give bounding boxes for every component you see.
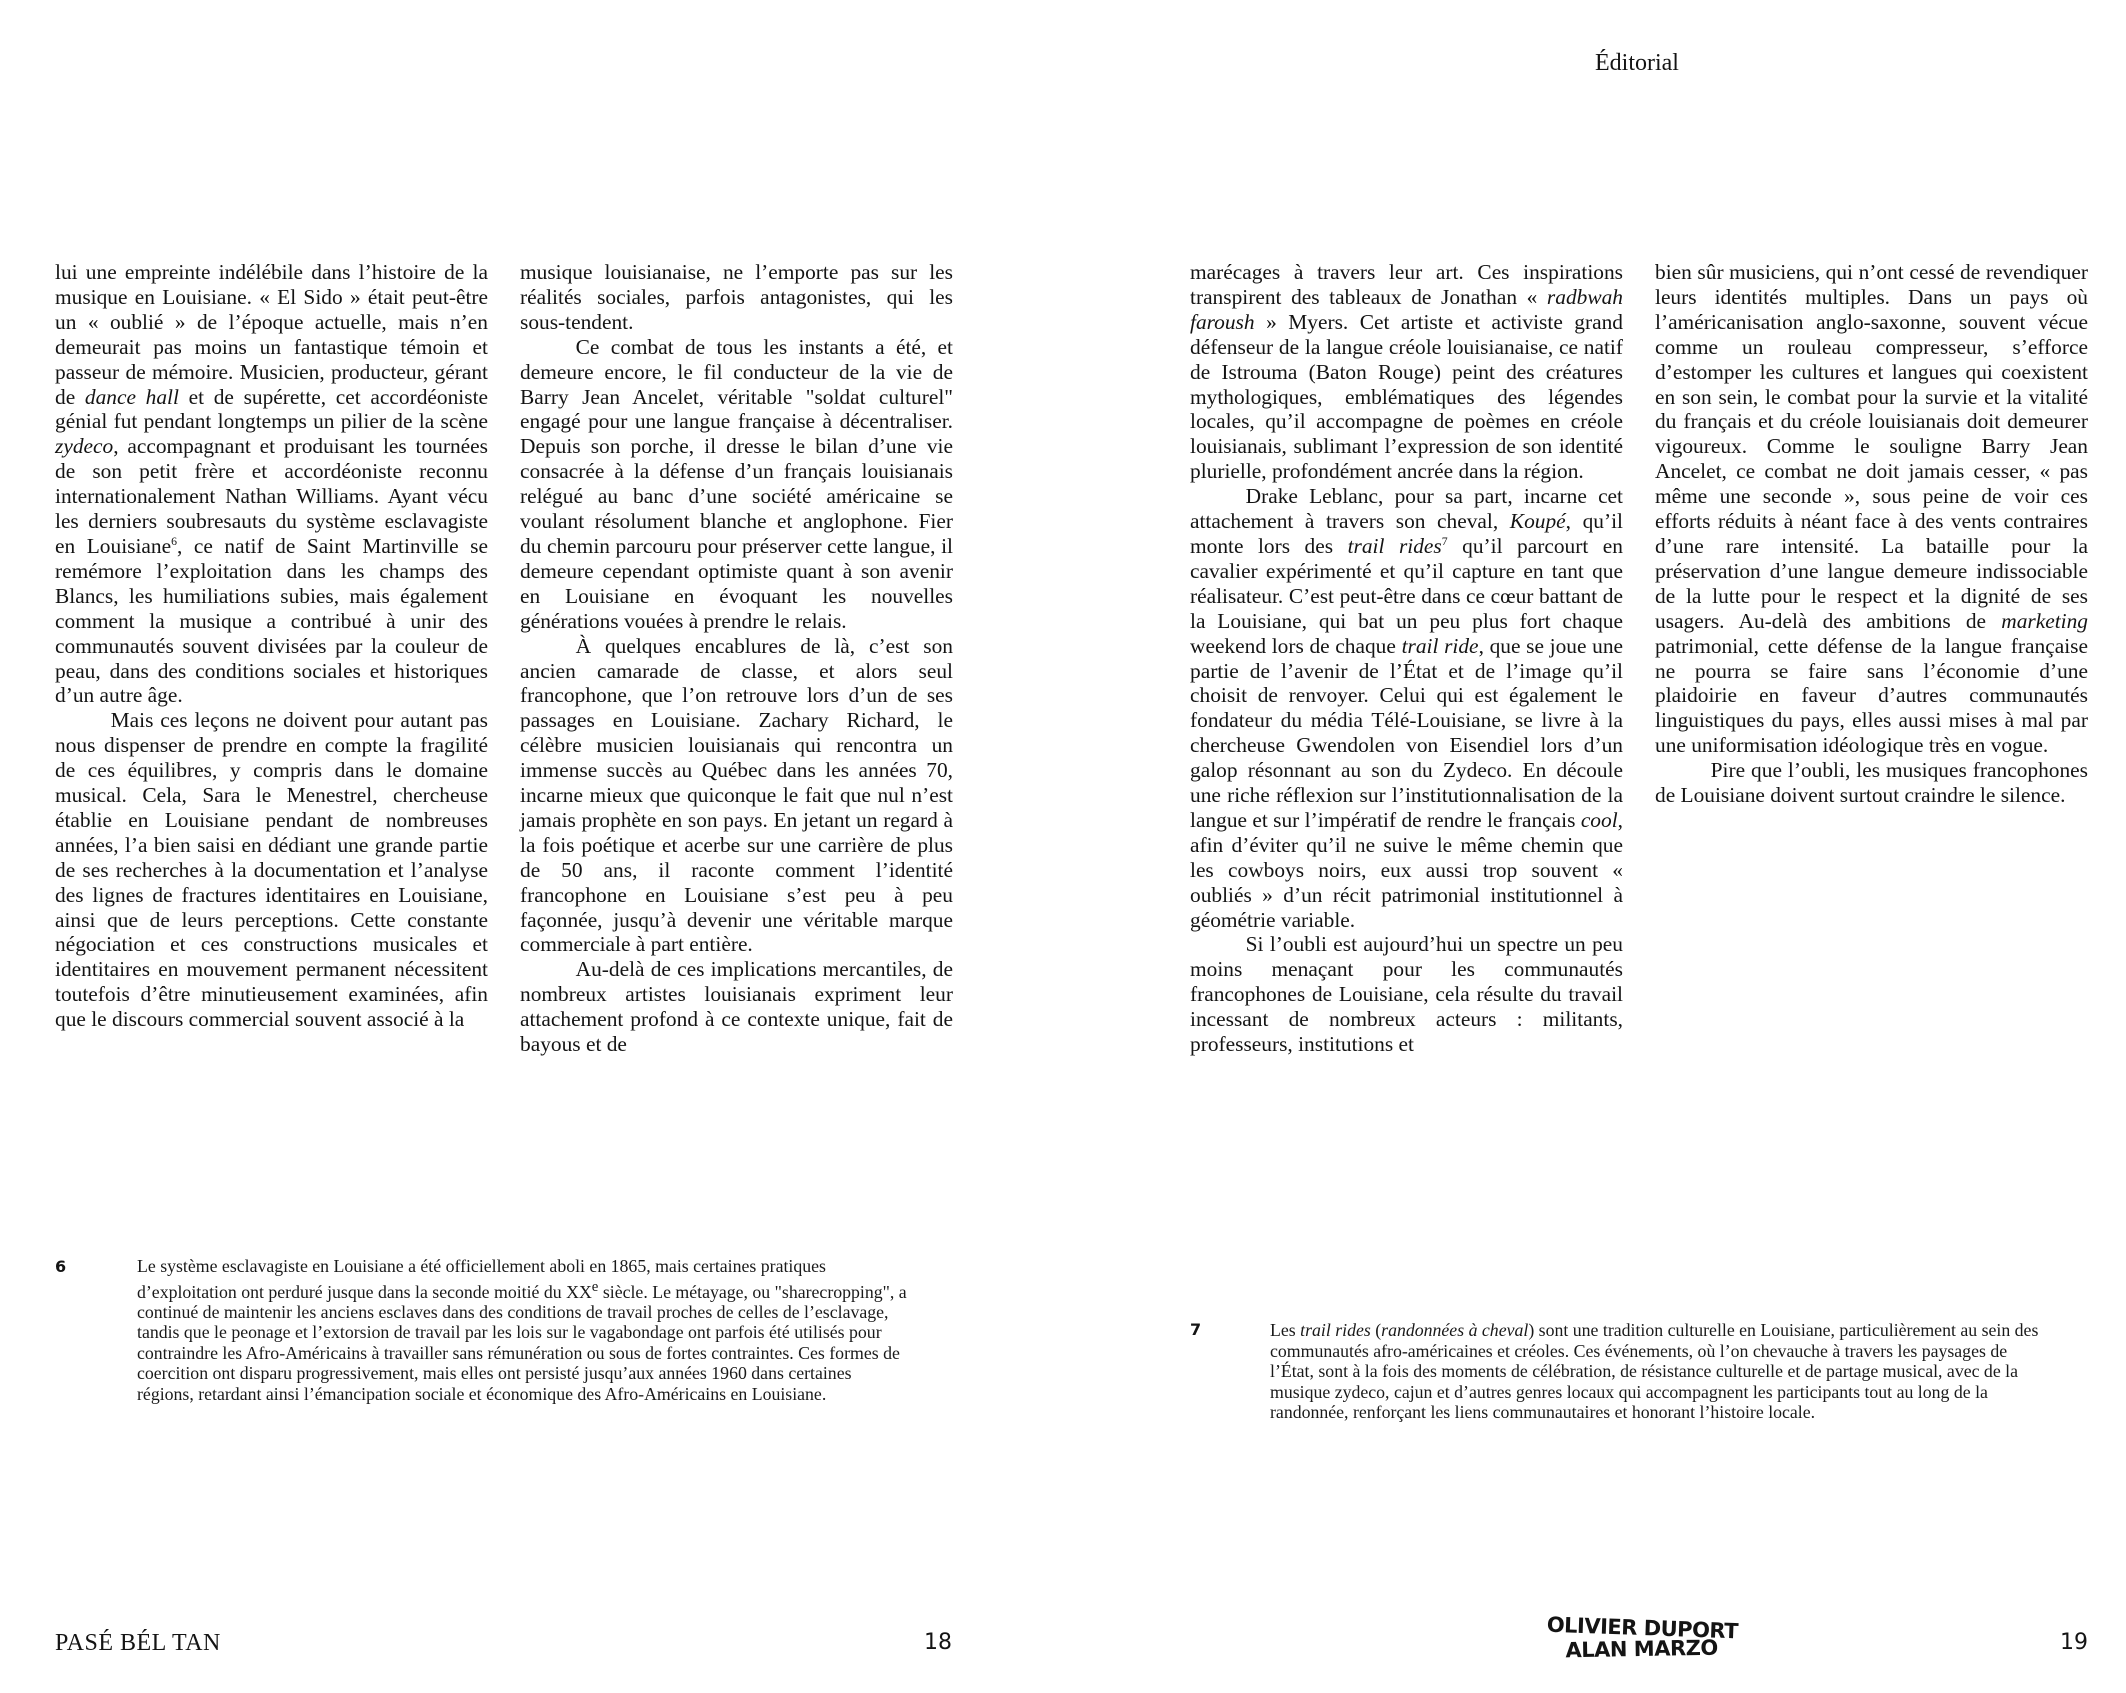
footnote-ref-7[interactable]: 7 [1441,534,1448,548]
paragraph: marécages à travers leur art. Ces inspirations transpirent des tableaux de Jonathan « radbwah faroush » Myers. Cet artiste et activiste grand défenseur de la langue créole louisianaise, ce natif de Istrouma (Baton Rouge) peint des créatures mythologiques, emblématiques des légendes locales, qu’il accompagne de poèmes en créole louisianais, sublimant l’expression de son identité plurielle, profondément ancrée dans la région. [1190,260,1623,484]
logo-line-1: OLIVIER DUPORT [1546,1612,1739,1644]
text-column-2 [520,260,953,1057]
footnote-number-6: 6 [55,1257,67,1276]
footnote-number-7: 7 [1190,1320,1202,1339]
paragraph: lui une empreinte indélébile dans l’histoire de la musique en Louisiane. « El Sido » était peut-être un « oublié » de l’époque actuelle, mais n’en demeurait pas moins un fantastique témoin et passeur de mémoire. Musicien, producteur, gérant de dance hall et de supérette, cet accordéoniste génial fut pendant longtemps un pilier de la scène zydeco, accompagnant et produisant les tournées de son petit frère et accordéoniste reconnu internationalement Nathan Williams. Ayant vécu les derniers soubresauts du système esclavagiste en Louisiane$^6$, ce natif de Saint Martinville se remémore l’exploitation dans les champs des Blancs, les humiliations subies, mais également comment la musique a contribué à unir des communautés souvent divisées par la couleur de peau, dans des conditions sociales et historiques d’un autre âge. [55,260,489,708]
paragraph: À quelques encablures de là, c’est son ancien camarade de classe, et alors seul francophone, que l’on retrouve lors d’un de ses passages en Louisiane. Zachary Richard, le célèbre musicien louisianais qui rencontra un immense succès au Québec dans les années 70, incarne mieux que quiconque le fait que nul n’est jamais prophète en son pays. En jetant un regard à la fois poétique et acerbe sur une carrière de plus de 50 ans, il raconte comment l’identité francophone en Louisiane s’est peu à peu façonnée, jusqu’à devenir une véritable marque commerciale à part entière. [520,633,953,957]
footnote-ref-6[interactable]: 6 [171,534,177,548]
paragraph: bien sûr musiciens, qui n’ont cessé de revendiquer leurs identités multiples. Dans un pays où l’américanisation anglo-saxonne, souvent vécue comme un rouleau compresseur, s’efforce d’estomper les cultures et langues qui coexistent en son sein, le combat pour la survie et la vitalité du français et du créole louisianais doit demeurer vigoureux. Comme le souligne Barry Jean Ancelet, ce combat ne doit jamais cesser, « pas même une seconde », sous peine de voir ces efforts réduits à néant face à des vents contraires d’une rare intensité. La bataille pour la préservation d’une langue demeure indissociable de la lutte pour le respect et la dignité de ses usagers. Au-delà des ambitions de marketing patrimonial, cette défense de la langue française ne pourra se faire sans l’économie d’une plaidoirie en faveur d’autres communautés linguistiques du pays, elles aussi mises à mal par une uniformisation idéologique très en vogue. [1655,260,2088,758]
text-column-3 [1190,260,1623,1057]
page-number-right: 19 [2060,1630,2088,1655]
footnote-7: Les trail rides (randonnées à cheval) sont une tradition culturelle en Louisiane, particulièrement au sein des communautés afro-américaines et créoles. Ces événements, où l’on chevauche à travers les paysages de l’État, sont à la fois des moments de célébration, de résistance culturelle et de partage musical, avec de la musique zydeco, cajun et d’autres genres locaux qui accompagnent les participants tout au long de la randonnée, renforçant les liens communautaires et honorant l’histoire locale. [1270,1320,2039,1422]
footnote-6: Le système esclavagiste en Louisiane a été officiellement aboli en 1865, mais certaines pratiques d’exploitation ont perduré jusque dans la seconde moitié du XXe siècle. Le métayage, ou "sharecropping", a continué de maintenir les anciens esclaves dans des conditions de travail proches de celles de l’esclavage, tandis que le peonage et l’extorsion de travail par les lois sur le vagabondage ont parfois été utilisés pour contraindre les Afro-Américains à travailler sans rémunération ou sous de fortes contraintes. Ces formes de coercition ont disparu progressivement, mais elles ont persisté jusqu’aux années 1960 dans certaines régions, retardant ainsi l’émancipation sociale et économique des Afro-Américains en Louisiane. [137,1256,907,1404]
paragraph: musique louisianaise, ne l’emporte pas sur les réalités sociales, parfois antagonistes, qui les sous-tendent. [520,260,953,334]
paragraph: Mais ces leçons ne doivent pour autant pas nous dispenser de prendre en compte la fragilité de ces équilibres, y compris dans le domaine musical. Cela, Sara le Menestrel, chercheuse établie en Louisiane pendant de nombreuses années, l’a bien saisi en dédiant une grande partie de ses recherches à la documentation et l’analyse des lignes de fractures identitaires en Louisiane, ainsi que de leurs perceptions. Cette constante négociation et ces constructions musicales et identitaires en mouvement permanent nécessitent toutefois d’être minutieusement examinées, afin que le discours commercial souvent associé à la [55,708,488,1032]
running-title: PASÉ BÉL TAN [55,1630,221,1656]
page-number-left: 18 [924,1630,952,1655]
paragraph: Si l’oubli est aujourd’hui un spectre un peu moins menaçant pour les communautés francophones de Louisiane, cela résulte du travail incessant de nombreux acteurs : militants, professeurs, institutions et [1190,932,1623,1057]
paragraph: Ce combat de tous les instants a été, et demeure encore, le fil conducteur de la vie de Barry Jean Ancelet, véritable "soldat culturel" engagé pour une langue française à décentraliser. Depuis son porche, il dresse le bilan d’une vie consacrée à la défense d’un français louisianais relégué au banc d’une société américaine se voulant résolument blanche et anglophone. Fier du chemin parcouru pour préserver cette langue, il demeure cependant optimiste quant à son avenir en Louisiane en évoquant les nouvelles générations vouées à prendre le relais. [520,334,953,633]
text-column-4 [1655,260,2088,808]
section-label: Éditorial [1595,50,1679,76]
text-column-1 [55,260,488,1032]
paragraph: Drake Leblanc, pour sa part, incarne cet attachement à travers son cheval, Koupé, qu’il monte lors des trail rides$^7$ qu’il parcourt en cavalier expérimenté et qu’il capture en tant que réalisateur. C’est peut-être dans ce cœur battant de la Louisiane, qui bat un peu plus fort chaque weekend lors de chaque trail ride, que se joue une partie de l’avenir de l’État et de l’image qu’il choisit de renvoyer. Celui qui est également le fondateur du média Télé-Louisiane, se livre à la chercheuse Gwendolen von Eisendiel lors d’un galop résonnant au son du Zydeco. En découle une riche réflexion sur l’institutionnalisation de la langue et sur l’impératif de rendre le français cool, afin d’éviter qu’il ne suive le même chemin que les cowboys noirs, eux aussi trop souvent « oubliés » d’un récit patrimonial institutionnel à géométrie variable. [1190,484,1624,932]
paragraph: Pire que l’oubli, les musiques francophones de Louisiane doivent surtout craindre le silence. [1655,758,2088,808]
authors-logo [1527,1614,1756,1664]
paragraph: Au-delà de ces implications mercantiles, de nombreux artistes louisianais expriment leur attachement profond à ce contexte unique, fait de bayous et de [520,957,953,1057]
logo-line-2: ALAN MARZO [1565,1635,1718,1663]
